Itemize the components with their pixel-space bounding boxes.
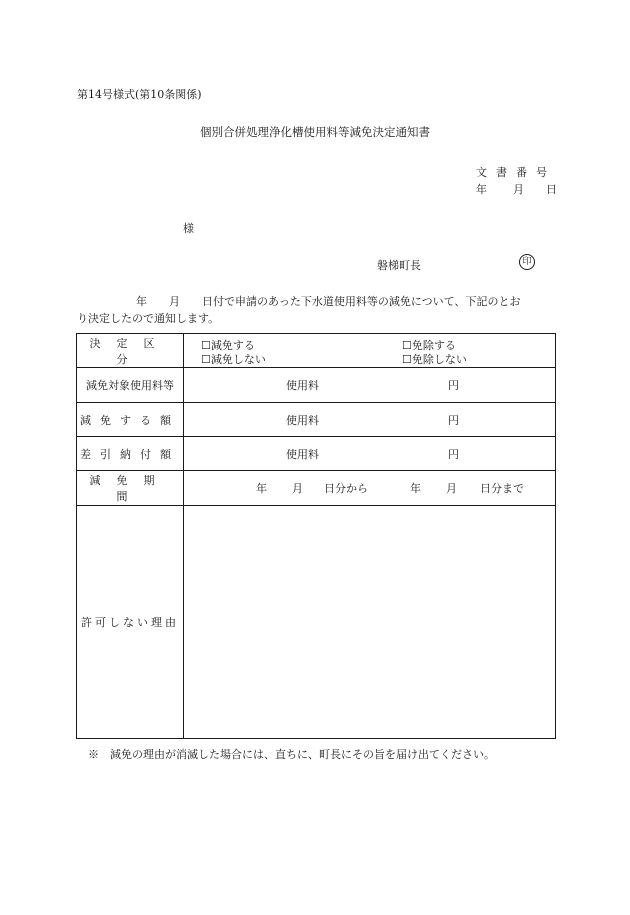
notice-body-line1: 年 月 日付で申請のあった下水道使用料等の減免について、下記のとお <box>136 295 521 308</box>
reduction-amount-label: 減免する額 <box>77 403 184 437</box>
notice-body <box>77 293 558 327</box>
option-not-exempt[interactable]: ☐免除しない <box>402 353 467 366</box>
period-until-text: 日分まで <box>480 482 524 495</box>
period-year-until: 年 <box>410 482 421 495</box>
target-fee-label: 減免対象使用料等 <box>77 368 184 403</box>
recipient-salutation: 様 <box>183 222 194 235</box>
net-payment-value <box>184 437 556 471</box>
option-not-reduce[interactable]: ☐減免しない <box>201 353 266 366</box>
option-exempt[interactable]: ☐免除する <box>402 339 456 352</box>
yen-unit: 円 <box>448 413 459 427</box>
decision-table <box>76 333 556 739</box>
form-number: 第14号様式(第10条関係) <box>77 88 202 101</box>
period-month-from: 月 <box>292 482 303 495</box>
date-month: 月 <box>513 183 524 196</box>
period-year-from: 年 <box>256 482 267 495</box>
seal-mark: 印 <box>519 254 535 270</box>
option-reduce[interactable]: ☐減免する <box>201 339 255 352</box>
date-year: 年 <box>476 183 487 196</box>
issuer-name: 磐梯町長 <box>377 259 421 272</box>
notice-body-line2: り決定したので通知します。 <box>77 312 220 325</box>
target-fee-value <box>184 368 556 403</box>
document-title: 個別合併処理浄化槽使用料等減免決定通知書 <box>200 125 430 139</box>
period-from-text: 日分から <box>324 482 368 495</box>
date-day: 日 <box>546 183 557 196</box>
yen-unit: 円 <box>448 379 459 392</box>
reduction-period-value <box>184 471 556 506</box>
period-month-until: 月 <box>446 482 457 495</box>
reduction-period-label: 減免期間 <box>77 471 184 506</box>
decision-category-label: 決定区分 <box>77 334 184 368</box>
yen-unit: 円 <box>448 447 459 461</box>
document-number-label: 文書番号 <box>476 166 556 179</box>
fee-word: 使用料 <box>286 379 319 392</box>
reduction-amount-value <box>184 403 556 437</box>
fee-word: 使用料 <box>286 413 319 427</box>
rejection-reason-label: 許可しない理由 <box>77 506 184 739</box>
rejection-reason-field[interactable] <box>184 506 556 739</box>
footnote: ※ 減免の理由が消滅した場合には、直ちに、町長にその旨を届け出てください。 <box>88 748 495 761</box>
decision-category-options <box>184 334 556 368</box>
net-payment-label: 差引納付額 <box>77 437 184 471</box>
fee-word: 使用料 <box>286 447 319 461</box>
